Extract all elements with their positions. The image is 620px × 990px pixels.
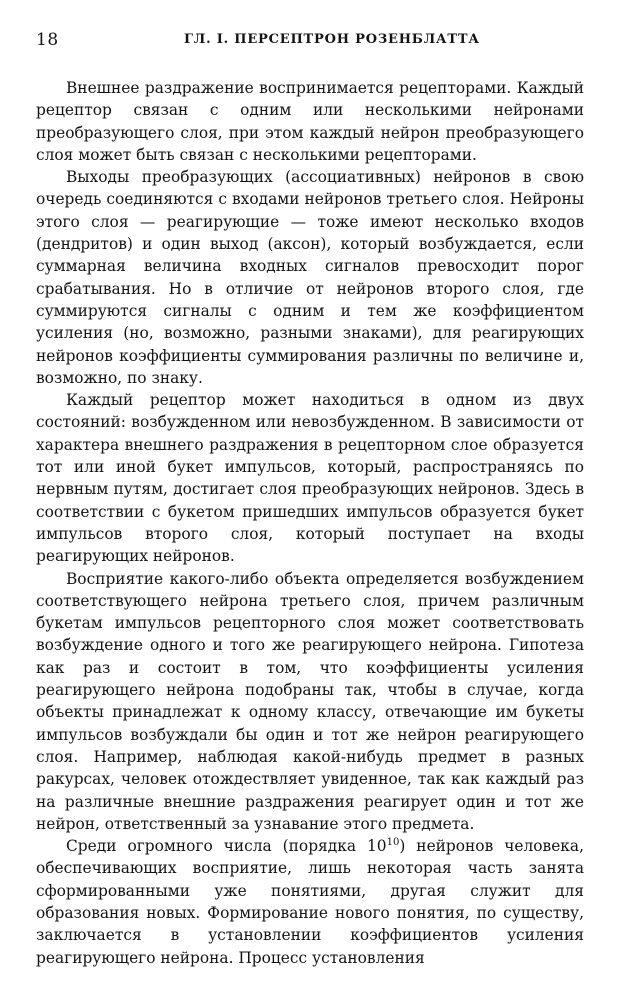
paragraph-5	[36, 835, 584, 969]
exponent: 10	[386, 837, 400, 849]
running-head	[36, 30, 584, 54]
page-number: 18	[36, 30, 59, 50]
chapter-title: ГЛ. I. ПЕРСЕПТРОН РОЗЕНБЛАТТА	[184, 32, 480, 47]
body-text	[36, 77, 584, 969]
paragraph-4: Восприятие какого-либо объекта определяется возбуждением соответствующего нейрона третьего слоя, причем различным букетам импульсов рецепторного слоя может соответствовать возбуждение одного и того же реагирующего нейрона. Гипотеза как раз и состоит в том, что коэффициенты усиления реагирующего нейрона подобраны так, чтобы в случае, когда объекты принадлежат к одному классу, отвечающие им букеты импульсов возбуждали бы один и тот же нейрон реагирующего слоя. Например, наблюдая какой-нибудь предмет в разных ракурсах, человек отождествляет увиденное, так как каждый раз на различные внешние раздражения реагирует один и тот же нейрон, ответственный за узнавание этого предмета.	[36, 569, 584, 833]
paragraph-2: Выходы преобразующих (ассоциативных) нейронов в свою очередь соединяются с входами нейронов третьего слоя. Нейроны этого слоя — реагирующие — тоже имеют несколько входов (дендритов) и один выход (аксон), который возбуждается, если суммарная величина входных сигналов превосходит порог срабатывания. Но в отличие от нейронов второго слоя, где суммируются сигналы с одним и тем же коэффициентом усиления (но, возможно, разными знаками), для реагирующих нейронов коэффициенты суммирования различны по величине и, возможно, по знаку.	[36, 168, 584, 387]
paragraph-5-rest: ) нейронов человека, обеспечивающих восприятие, лишь некоторая часть занята сформированными уже понятиями, другая служит для образования новых. Формирование нового понятия, по существу, заключается в установлении коэффициентов усиления реагирующего нейрона. Процесс установления	[36, 837, 584, 967]
paragraph-3: Каждый рецептор может находиться в одном из двух состояний: возбужденном или невозбужденном. В зависимости от характера внешнего раздражения в рецепторном слое образуется тот или иной букет импульсов, который, распространяясь по нервным путям, достигает слоя преобразующих нейронов. Здесь в соответствии с букетом пришедших импульсов образуется букет импульсов второго слоя, который поступает на входы реагирующих нейронов.	[36, 391, 584, 566]
paragraph-5-start: Среди огромного числа (порядка 10	[66, 837, 387, 856]
paragraph-1: Внешнее раздражение воспринимается рецепторами. Каждый рецептор связан с одним или несколькими нейронами преобразующего слоя, при этом каждый нейрон преобразующего слоя может быть связан с несколькими рецепторами.	[36, 79, 584, 164]
